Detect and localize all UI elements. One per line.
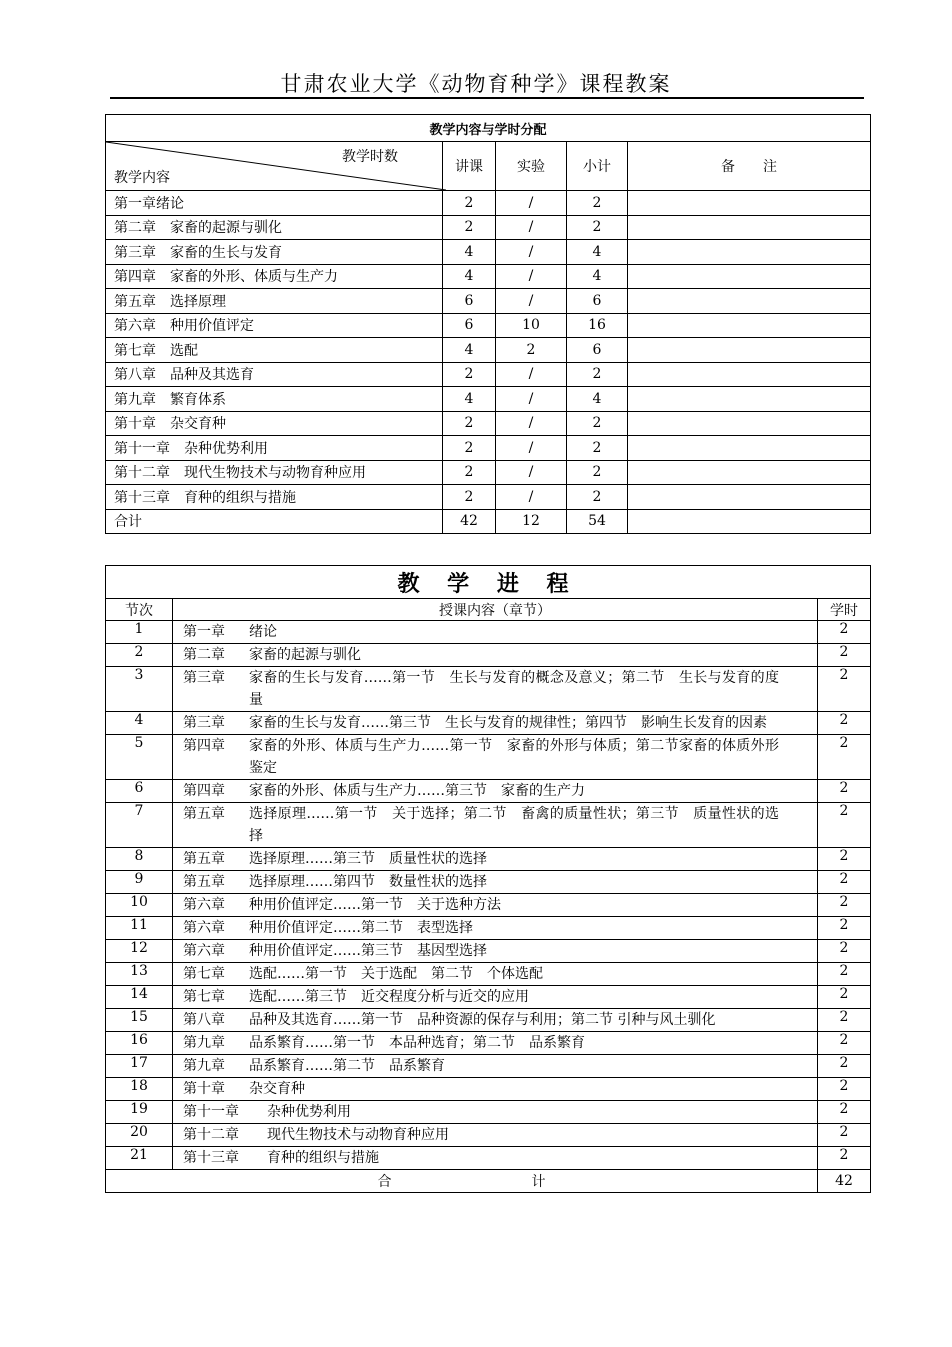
table-row — [106, 667, 871, 712]
row-content — [173, 1147, 818, 1170]
row-remark — [628, 313, 871, 338]
table-row — [106, 644, 871, 667]
row-topic: 种用价值评定……第一节 关于选种方法 — [249, 897, 501, 913]
row-name: 第五章 选择原理 — [106, 289, 443, 314]
row-lecture: 4 — [443, 264, 496, 289]
row-content — [173, 848, 818, 871]
row-chapter: 第八章 — [183, 1012, 225, 1028]
table-row — [106, 240, 871, 265]
row-subtotal: 2 — [567, 460, 628, 485]
row-topic: 选配……第三节 近交程度分析与近交的应用 — [249, 989, 529, 1005]
row-chapter: 第五章 — [183, 874, 225, 890]
row-name: 第七章 选配 — [106, 338, 443, 363]
row-number: 5 — [106, 735, 173, 780]
row-topic: 杂交育种 — [249, 1081, 305, 1097]
row-subtotal: 4 — [567, 387, 628, 412]
row-chapter: 第六章 — [183, 943, 225, 959]
row-topic: 现代生物技术与动物育种应用 — [267, 1127, 449, 1143]
row-chapter: 第四章 — [183, 783, 225, 799]
row-topic: 家畜的生长与发育……第三节 生长与发育的规律性；第四节 影响生长发育的因素 — [249, 715, 767, 731]
table-row — [106, 460, 871, 485]
row-remark — [628, 240, 871, 265]
row-lab: / — [496, 362, 567, 387]
row-name: 第十三章 育种的组织与措施 — [106, 485, 443, 510]
row-remark — [628, 338, 871, 363]
progress-table-caption: 教 学 进 程 — [106, 566, 871, 599]
row-number: 11 — [106, 917, 173, 940]
row-name: 第三章 家畜的生长与发育 — [106, 240, 443, 265]
row-remark — [628, 264, 871, 289]
table-row — [106, 191, 871, 216]
row-hours: 2 — [818, 667, 871, 712]
table-row — [106, 894, 871, 917]
row-hours: 2 — [818, 1055, 871, 1078]
row-topic: 品系繁育……第一节 本品种选育；第二节 品系繁育 — [249, 1035, 585, 1051]
table-row — [106, 313, 871, 338]
row-subtotal: 2 — [567, 191, 628, 216]
row-hours: 2 — [818, 735, 871, 780]
row-number: 13 — [106, 963, 173, 986]
row-chapter: 第六章 — [183, 897, 225, 913]
row-chapter: 第十一章 — [183, 1104, 239, 1120]
row-topic: 品系繁育……第二节 品系繁育 — [249, 1058, 445, 1074]
teaching-progress-table — [105, 565, 871, 1193]
row-name: 第九章 繁育体系 — [106, 387, 443, 412]
row-lecture: 2 — [443, 215, 496, 240]
row-content — [173, 1101, 818, 1124]
row-content — [173, 917, 818, 940]
row-remark — [628, 387, 871, 412]
col-hours-header: 学时 — [818, 599, 871, 621]
row-lab: 10 — [496, 313, 567, 338]
table-row — [106, 338, 871, 363]
row-hours: 2 — [818, 986, 871, 1009]
row-number: 7 — [106, 803, 173, 848]
row-hours: 2 — [818, 644, 871, 667]
row-hours: 2 — [818, 1032, 871, 1055]
row-hours: 2 — [818, 1078, 871, 1101]
table-row — [106, 986, 871, 1009]
row-subtotal: 54 — [567, 509, 628, 534]
row-topic: 家畜的生长与发育……第一节 生长与发育的概念及意义；第二节 生长与发育的度量 — [249, 670, 779, 708]
row-chapter: 第五章 — [183, 806, 225, 822]
row-remark — [628, 509, 871, 534]
row-number: 21 — [106, 1147, 173, 1170]
total-label: 合 计 — [106, 1170, 818, 1193]
row-number: 9 — [106, 871, 173, 894]
table-row — [106, 1101, 871, 1124]
row-content — [173, 803, 818, 848]
row-lecture: 2 — [443, 191, 496, 216]
row-remark — [628, 460, 871, 485]
row-lab: 2 — [496, 338, 567, 363]
row-content — [173, 621, 818, 644]
diag-top-label: 教学时数 — [342, 149, 398, 165]
row-hours: 2 — [818, 1009, 871, 1032]
row-name: 第十章 杂交育种 — [106, 411, 443, 436]
row-subtotal: 6 — [567, 289, 628, 314]
table-row — [106, 940, 871, 963]
col-lab-header: 实验 — [496, 142, 567, 191]
row-topic: 种用价值评定……第二节 表型选择 — [249, 920, 473, 936]
row-hours: 2 — [818, 1101, 871, 1124]
row-number: 17 — [106, 1055, 173, 1078]
row-lecture: 42 — [443, 509, 496, 534]
table-row — [106, 1032, 871, 1055]
row-subtotal: 2 — [567, 485, 628, 510]
col-content-header: 授课内容（章节） — [173, 599, 818, 621]
diagonal-header-cell — [106, 142, 443, 191]
row-content — [173, 1124, 818, 1147]
row-lab: / — [496, 240, 567, 265]
row-chapter: 第七章 — [183, 966, 225, 982]
row-lab: / — [496, 485, 567, 510]
row-hours: 2 — [818, 963, 871, 986]
row-hours: 2 — [818, 803, 871, 848]
row-lecture: 4 — [443, 387, 496, 412]
row-hours: 2 — [818, 1124, 871, 1147]
row-number: 19 — [106, 1101, 173, 1124]
row-lecture: 6 — [443, 289, 496, 314]
table-row — [106, 362, 871, 387]
row-lecture: 2 — [443, 411, 496, 436]
row-name: 第一章绪论 — [106, 191, 443, 216]
page-header-title: 甘肃农业大学《动物育种学》课程教案 — [280, 72, 672, 96]
row-content — [173, 735, 818, 780]
row-lab: / — [496, 411, 567, 436]
row-remark — [628, 362, 871, 387]
row-lab: / — [496, 191, 567, 216]
row-name: 第八章 品种及其选育 — [106, 362, 443, 387]
row-chapter: 第三章 — [183, 670, 225, 686]
row-content — [173, 667, 818, 712]
row-lab: 12 — [496, 509, 567, 534]
row-content — [173, 986, 818, 1009]
col-remark-header: 备 注 — [628, 142, 871, 191]
table-row — [106, 917, 871, 940]
table-row — [106, 848, 871, 871]
table-row — [106, 1147, 871, 1170]
row-topic: 品种及其选育……第一节 品种资源的保存与利用；第二节 引种与风土驯化 — [249, 1012, 716, 1028]
row-number: 16 — [106, 1032, 173, 1055]
row-topic: 家畜的起源与驯化 — [249, 647, 361, 663]
row-hours: 2 — [818, 848, 871, 871]
row-hours: 2 — [818, 917, 871, 940]
row-name: 第六章 种用价值评定 — [106, 313, 443, 338]
row-number: 10 — [106, 894, 173, 917]
table-row — [106, 1009, 871, 1032]
row-lecture: 4 — [443, 338, 496, 363]
table-row — [106, 387, 871, 412]
row-remark — [628, 215, 871, 240]
row-chapter: 第二章 — [183, 647, 225, 663]
row-topic: 绪论 — [249, 624, 277, 640]
row-subtotal: 2 — [567, 215, 628, 240]
table-row — [106, 436, 871, 461]
diag-bottom-label: 教学内容 — [114, 170, 170, 186]
row-subtotal: 16 — [567, 313, 628, 338]
row-content — [173, 1009, 818, 1032]
row-remark — [628, 289, 871, 314]
row-lecture: 2 — [443, 362, 496, 387]
row-remark — [628, 436, 871, 461]
row-lab: / — [496, 264, 567, 289]
row-topic: 育种的组织与措施 — [267, 1150, 379, 1166]
row-lab: / — [496, 460, 567, 485]
row-subtotal: 2 — [567, 411, 628, 436]
row-content — [173, 871, 818, 894]
row-topic: 种用价值评定……第三节 基因型选择 — [249, 943, 487, 959]
row-name: 第十二章 现代生物技术与动物育种应用 — [106, 460, 443, 485]
row-chapter: 第十三章 — [183, 1150, 239, 1166]
row-content — [173, 1032, 818, 1055]
row-lab: / — [496, 387, 567, 412]
row-number: 8 — [106, 848, 173, 871]
row-subtotal: 2 — [567, 362, 628, 387]
row-lecture: 2 — [443, 436, 496, 461]
row-number: 1 — [106, 621, 173, 644]
row-hours: 2 — [818, 712, 871, 735]
row-hours: 2 — [818, 621, 871, 644]
row-chapter: 第十二章 — [183, 1127, 239, 1143]
row-name: 第十一章 杂种优势利用 — [106, 436, 443, 461]
table-row — [106, 1124, 871, 1147]
row-chapter: 第十章 — [183, 1081, 225, 1097]
row-lecture: 2 — [443, 485, 496, 510]
col-no-header: 节次 — [106, 599, 173, 621]
row-subtotal: 6 — [567, 338, 628, 363]
header-rule — [110, 97, 864, 99]
row-name: 第二章 家畜的起源与驯化 — [106, 215, 443, 240]
hours-allocation-table — [105, 114, 871, 534]
table-row — [106, 803, 871, 848]
row-subtotal: 4 — [567, 264, 628, 289]
row-content — [173, 940, 818, 963]
row-chapter: 第九章 — [183, 1035, 225, 1051]
table-row — [106, 621, 871, 644]
row-subtotal: 2 — [567, 436, 628, 461]
row-hours: 2 — [818, 940, 871, 963]
row-topic: 选择原理……第三节 质量性状的选择 — [249, 851, 487, 867]
row-content — [173, 780, 818, 803]
row-number: 12 — [106, 940, 173, 963]
row-number: 20 — [106, 1124, 173, 1147]
row-hours: 2 — [818, 871, 871, 894]
row-topic: 家畜的外形、体质与生产力……第一节 家畜的外形与体质；第二节家畜的体质外形鉴定 — [249, 738, 779, 776]
hours-table-caption: 教学内容与学时分配 — [106, 115, 871, 142]
row-topic: 选择原理……第四节 数量性状的选择 — [249, 874, 487, 890]
table-row — [106, 289, 871, 314]
row-content — [173, 894, 818, 917]
row-topic: 杂种优势利用 — [267, 1104, 351, 1120]
table-row — [106, 871, 871, 894]
table-row — [106, 780, 871, 803]
row-remark — [628, 411, 871, 436]
table-row — [106, 411, 871, 436]
row-chapter: 第六章 — [183, 920, 225, 936]
row-name: 第四章 家畜的外形、体质与生产力 — [106, 264, 443, 289]
table-row — [106, 735, 871, 780]
row-name: 合计 — [106, 509, 443, 534]
col-lecture-header: 讲课 — [443, 142, 496, 191]
table-row — [106, 264, 871, 289]
table-row — [106, 215, 871, 240]
row-lecture: 2 — [443, 460, 496, 485]
row-lab: / — [496, 436, 567, 461]
row-chapter: 第五章 — [183, 851, 225, 867]
total-hours: 42 — [818, 1170, 871, 1193]
row-number: 18 — [106, 1078, 173, 1101]
row-subtotal: 4 — [567, 240, 628, 265]
row-chapter: 第四章 — [183, 738, 225, 754]
row-content — [173, 1078, 818, 1101]
row-number: 4 — [106, 712, 173, 735]
row-number: 2 — [106, 644, 173, 667]
row-chapter: 第三章 — [183, 715, 225, 731]
row-topic: 家畜的外形、体质与生产力……第三节 家畜的生产力 — [249, 783, 585, 799]
row-lecture: 6 — [443, 313, 496, 338]
row-chapter: 第九章 — [183, 1058, 225, 1074]
row-lecture: 4 — [443, 240, 496, 265]
row-hours: 2 — [818, 780, 871, 803]
row-remark — [628, 485, 871, 510]
row-number: 6 — [106, 780, 173, 803]
row-topic: 选配……第一节 关于选配 第二节 个体选配 — [249, 966, 543, 982]
table-row — [106, 509, 871, 534]
row-number: 3 — [106, 667, 173, 712]
row-topic: 选择原理……第一节 关于选择；第二节 畜禽的质量性状；第三节 质量性状的选择 — [249, 806, 779, 844]
row-lab: / — [496, 215, 567, 240]
row-number: 15 — [106, 1009, 173, 1032]
row-chapter: 第一章 — [183, 624, 225, 640]
row-content — [173, 644, 818, 667]
row-hours: 2 — [818, 894, 871, 917]
row-hours: 2 — [818, 1147, 871, 1170]
row-content — [173, 1055, 818, 1078]
row-number: 14 — [106, 986, 173, 1009]
row-chapter: 第七章 — [183, 989, 225, 1005]
table-row — [106, 1055, 871, 1078]
row-lab: / — [496, 289, 567, 314]
table-row — [106, 1078, 871, 1101]
row-remark — [628, 191, 871, 216]
row-content — [173, 963, 818, 986]
table-row — [106, 712, 871, 735]
table-row — [106, 963, 871, 986]
table-row — [106, 485, 871, 510]
row-content — [173, 712, 818, 735]
col-subtotal-header: 小计 — [567, 142, 628, 191]
